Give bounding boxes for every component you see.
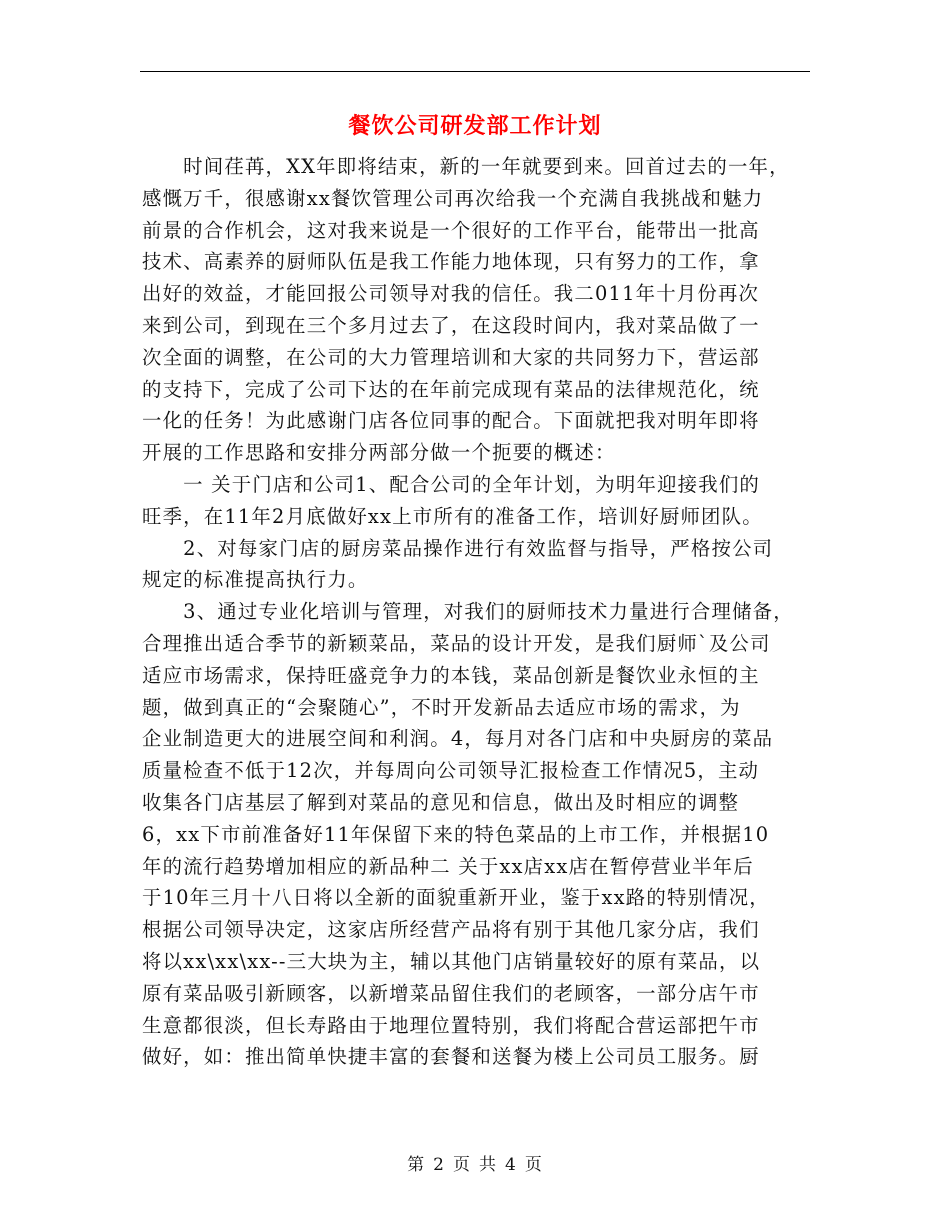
body-line: 时间荏苒，XX年即将结束，新的一年就要到来。回首过去的一年， (142, 155, 790, 178)
body-line: 感慨万千，很感谢xx餐饮管理公司再次给我一个充满自我挑战和魅力 (142, 186, 764, 210)
body-line: 前景的合作机会，这对我来说是一个很好的工作平台，能带出一批高 (142, 218, 760, 242)
footer-current-page: 2 (433, 1155, 445, 1175)
footer-total-pages: 4 (505, 1155, 517, 1175)
body-line: 技术、高素养的厨师队伍是我工作能力地体现，只有努力的工作，拿 (142, 250, 760, 274)
body-line: 合理推出适合季节的新颖菜品，菜品的设计开发，是我们厨师`及公司 (142, 631, 771, 655)
body-line: 次全面的调整，在公司的大力管理培训和大家的共同努力下，营运部 (142, 345, 760, 369)
body-line: 收集各门店基层了解到对菜品的意见和信息，做出及时相应的调整 (142, 790, 740, 814)
body-line: 原有菜品吸引新顾客，以新增菜品留住我们的老顾客，一部分店午市 (142, 981, 760, 1005)
body-line: 生意都很淡，但长寿路由于地理位置特别，我们将配合营运部把午市 (142, 1013, 760, 1037)
body-line: 企业制造更大的进展空间和利润。4，每月对各门店和中央厨房的菜品 (142, 727, 774, 751)
body-line: 的支持下，完成了公司下达的在年前完成现有菜品的法律规范化，统 (142, 377, 760, 401)
body-line: 开展的工作思路和安排分两部分做一个扼要的概述： (142, 441, 616, 465)
body-line: 出好的效益，才能回报公司领导对我的信任。我二011年十月份再次 (142, 282, 760, 306)
body-line: 来到公司，到现在三个多月过去了，在这段时间内，我对菜品做了一 (142, 313, 760, 337)
footer-prefix: 第 (407, 1155, 426, 1175)
body-line: 题，做到真正的“会聚随心”，不时开发新品去适应市场的需求，为 (142, 695, 741, 719)
body-line: 质量检查不低于12次，并每周向公司领导汇报检查工作情况5，主动 (142, 759, 760, 783)
body-line: 规定的标准提高执行力。 (142, 568, 369, 592)
body-line: 将以xx\xx\xx--三大块为主，辅以其他门店销量较好的原有菜品，以 (142, 949, 761, 973)
footer-page-word: 页 (453, 1155, 471, 1175)
body-line: 于10年三月十八日将以全新的面貌重新开业，鉴于xx路的特别情况， (142, 886, 770, 910)
document-body (142, 151, 808, 1073)
body-line: 根据公司领导决定，这家店所经营产品将有别于其他几家分店，我们 (142, 918, 760, 942)
footer-total-word: 共 (479, 1155, 497, 1175)
page-footer (0, 1153, 950, 1177)
body-line: 一 关于门店和公司1、配合公司的全年计划，为明年迎接我们的 (142, 472, 761, 496)
body-line: 年的流行趋势增加相应的新品种二 关于xx店xx店在暂停营业半年后 (142, 854, 754, 878)
footer-suffix: 页 (524, 1155, 543, 1175)
document-title: 餐饮公司研发部工作计划 (348, 113, 602, 139)
body-line: 一化的任务！为此感谢门店各位同事的配合。下面就把我对明年即将 (142, 409, 760, 433)
body-line: 6，xx下市前准备好11年保留下来的特色菜品的上市工作，并根据10 (142, 822, 770, 846)
body-line: 2、对每家门店的厨房菜品操作进行有效监督与指导，严格按公司 (142, 536, 774, 560)
body-line: 3、通过专业化培训与管理，对我们的厨师技术力量进行合理储备， (142, 600, 794, 624)
header-rule (140, 71, 810, 72)
body-line: 旺季，在11年2月底做好xx上市所有的准备工作，培训好厨师团队。 (142, 504, 763, 528)
body-line: 适应市场需求，保持旺盛竞争力的本钱，菜品创新是餐饮业永恒的主 (142, 663, 760, 687)
body-line: 做好，如：推出简单快捷丰富的套餐和送餐为楼上公司员工服务。厨 (142, 1045, 760, 1069)
